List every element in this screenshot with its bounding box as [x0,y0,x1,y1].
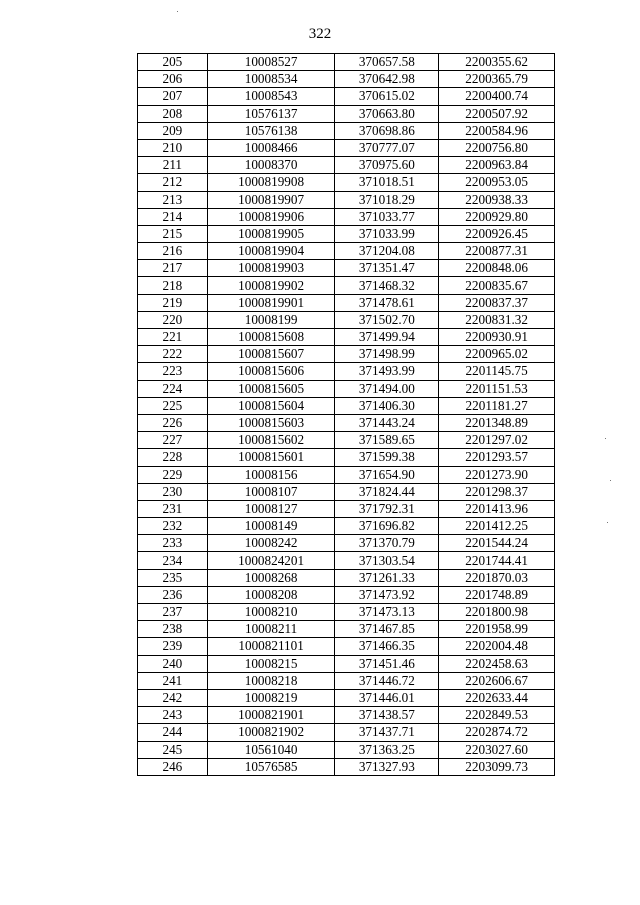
point-id-cell: 10008370 [207,157,335,174]
point-number-cell: 225 [138,397,208,414]
point-number-cell: 223 [138,363,208,380]
x-coordinate-cell: 371443.24 [335,414,439,431]
point-number-cell: 232 [138,518,208,535]
y-coordinate-cell: 2200837.37 [439,294,555,311]
point-number-cell: 220 [138,311,208,328]
y-coordinate-cell: 2200831.32 [439,311,555,328]
table-row [138,449,555,466]
point-id-cell: 1000821902 [207,724,335,741]
y-coordinate-cell: 2200400.74 [439,88,555,105]
table-row [138,122,555,139]
table-row [138,208,555,225]
y-coordinate-cell: 2200507.92 [439,105,555,122]
page-number: 322 [308,26,332,42]
table-row [138,294,555,311]
point-number-cell: 242 [138,689,208,706]
point-number-cell: 214 [138,208,208,225]
table-row [138,88,555,105]
table-row [138,243,555,260]
table-row [138,174,555,191]
point-id-cell: 10008534 [207,71,335,88]
x-coordinate-cell: 371438.57 [335,707,439,724]
table-row [138,586,555,603]
y-coordinate-cell: 2201145.75 [439,363,555,380]
point-number-cell: 241 [138,672,208,689]
x-coordinate-cell: 370698.86 [335,122,439,139]
y-coordinate-cell: 2200877.31 [439,243,555,260]
point-number-cell: 222 [138,346,208,363]
point-number-cell: 211 [138,157,208,174]
point-number-cell: 236 [138,586,208,603]
point-number-cell: 243 [138,707,208,724]
point-number-cell: 216 [138,243,208,260]
x-coordinate-cell: 371303.54 [335,552,439,569]
y-coordinate-cell: 2202633.44 [439,689,555,706]
y-coordinate-cell: 2201544.24 [439,535,555,552]
point-id-cell: 10576138 [207,122,335,139]
x-coordinate-cell: 371370.79 [335,535,439,552]
y-coordinate-cell: 2200930.91 [439,329,555,346]
table-row [138,277,555,294]
point-id-cell: 1000819904 [207,243,335,260]
y-coordinate-cell: 2200835.67 [439,277,555,294]
x-coordinate-cell: 371502.70 [335,311,439,328]
point-id-cell: 1000815606 [207,363,335,380]
point-id-cell: 10008527 [207,54,335,71]
y-coordinate-cell: 2201273.90 [439,466,555,483]
point-id-cell: 10008127 [207,500,335,517]
point-number-cell: 244 [138,724,208,741]
x-coordinate-cell: 371466.35 [335,638,439,655]
table-row [138,604,555,621]
y-coordinate-cell: 2201348.89 [439,414,555,431]
point-number-cell: 212 [138,174,208,191]
x-coordinate-cell: 370615.02 [335,88,439,105]
y-coordinate-cell: 2201744.41 [439,552,555,569]
point-id-cell: 10008210 [207,604,335,621]
point-number-cell: 237 [138,604,208,621]
point-number-cell: 233 [138,535,208,552]
point-number-cell: 221 [138,329,208,346]
point-number-cell: 213 [138,191,208,208]
y-coordinate-cell: 2201800.98 [439,604,555,621]
point-number-cell: 215 [138,225,208,242]
y-coordinate-cell: 2201870.03 [439,569,555,586]
table-row [138,758,555,775]
point-id-cell: 1000815601 [207,449,335,466]
point-id-cell: 10576137 [207,105,335,122]
point-id-cell: 1000819908 [207,174,335,191]
point-number-cell: 228 [138,449,208,466]
table-row [138,54,555,71]
point-id-cell: 10008156 [207,466,335,483]
point-number-cell: 239 [138,638,208,655]
table-row [138,71,555,88]
y-coordinate-cell: 2202606.67 [439,672,555,689]
table-row [138,380,555,397]
point-number-cell: 208 [138,105,208,122]
y-coordinate-cell: 2200926.45 [439,225,555,242]
point-id-cell: 10008219 [207,689,335,706]
x-coordinate-cell: 371467.85 [335,621,439,638]
x-coordinate-cell: 371363.25 [335,741,439,758]
table-row [138,535,555,552]
y-coordinate-cell: 2201298.37 [439,483,555,500]
x-coordinate-cell: 371261.33 [335,569,439,586]
point-number-cell: 227 [138,432,208,449]
point-number-cell: 240 [138,655,208,672]
point-id-cell: 10576585 [207,758,335,775]
x-coordinate-cell: 371493.99 [335,363,439,380]
point-id-cell: 1000819906 [207,208,335,225]
y-coordinate-cell: 2200848.06 [439,260,555,277]
y-coordinate-cell: 2200953.05 [439,174,555,191]
point-id-cell: 10008215 [207,655,335,672]
point-number-cell: 209 [138,122,208,139]
x-coordinate-cell: 371446.01 [335,689,439,706]
table-row [138,311,555,328]
point-id-cell: 1000821101 [207,638,335,655]
table-row [138,225,555,242]
x-coordinate-cell: 370777.07 [335,139,439,156]
x-coordinate-cell: 371018.29 [335,191,439,208]
x-coordinate-cell: 370642.98 [335,71,439,88]
table-row [138,638,555,655]
x-coordinate-cell: 371499.94 [335,329,439,346]
scan-speck [177,11,178,12]
table-row [138,329,555,346]
scan-speck [607,522,608,523]
table-row [138,466,555,483]
point-id-cell: 1000819903 [207,260,335,277]
point-number-cell: 207 [138,88,208,105]
table-row [138,139,555,156]
y-coordinate-cell: 2202849.53 [439,707,555,724]
point-id-cell: 1000819905 [207,225,335,242]
y-coordinate-cell: 2200963.84 [439,157,555,174]
point-id-cell: 10008208 [207,586,335,603]
x-coordinate-cell: 371473.92 [335,586,439,603]
y-coordinate-cell: 2201181.27 [439,397,555,414]
point-id-cell: 1000815607 [207,346,335,363]
x-coordinate-cell: 371468.32 [335,277,439,294]
point-id-cell: 10561040 [207,741,335,758]
table-row [138,414,555,431]
point-id-cell: 10008242 [207,535,335,552]
table-row [138,500,555,517]
y-coordinate-cell: 2201413.96 [439,500,555,517]
table-row [138,483,555,500]
point-id-cell: 1000819902 [207,277,335,294]
x-coordinate-cell: 370663.80 [335,105,439,122]
point-id-cell: 1000815604 [207,397,335,414]
table-row [138,191,555,208]
point-id-cell: 1000815603 [207,414,335,431]
x-coordinate-cell: 371033.77 [335,208,439,225]
table-row [138,105,555,122]
x-coordinate-cell: 371204.08 [335,243,439,260]
y-coordinate-cell: 2201412.25 [439,518,555,535]
point-id-cell: 1000815605 [207,380,335,397]
x-coordinate-cell: 371494.00 [335,380,439,397]
y-coordinate-cell: 2203099.73 [439,758,555,775]
point-number-cell: 246 [138,758,208,775]
point-id-cell: 1000815608 [207,329,335,346]
y-coordinate-cell: 2200355.62 [439,54,555,71]
point-id-cell: 1000824201 [207,552,335,569]
x-coordinate-cell: 371792.31 [335,500,439,517]
table-row [138,621,555,638]
y-coordinate-cell: 2200584.96 [439,122,555,139]
table-row [138,689,555,706]
point-id-cell: 10008107 [207,483,335,500]
point-id-cell: 1000815602 [207,432,335,449]
x-coordinate-cell: 371451.46 [335,655,439,672]
table-row [138,672,555,689]
y-coordinate-cell: 2201293.57 [439,449,555,466]
point-number-cell: 230 [138,483,208,500]
point-number-cell: 234 [138,552,208,569]
table-row [138,552,555,569]
point-number-cell: 231 [138,500,208,517]
table-row [138,260,555,277]
y-coordinate-cell: 2200756.80 [439,139,555,156]
point-id-cell: 10008149 [207,518,335,535]
scan-speck [610,480,611,481]
table-row [138,346,555,363]
y-coordinate-cell: 2202874.72 [439,724,555,741]
table-row [138,741,555,758]
point-number-cell: 217 [138,260,208,277]
point-id-cell: 10008543 [207,88,335,105]
point-id-cell: 10008218 [207,672,335,689]
point-number-cell: 235 [138,569,208,586]
point-id-cell: 1000819907 [207,191,335,208]
point-id-cell: 10008199 [207,311,335,328]
point-number-cell: 205 [138,54,208,71]
point-number-cell: 210 [138,139,208,156]
x-coordinate-cell: 371327.93 [335,758,439,775]
table-row [138,157,555,174]
table-row [138,518,555,535]
x-coordinate-cell: 371654.90 [335,466,439,483]
x-coordinate-cell: 371824.44 [335,483,439,500]
x-coordinate-cell: 371473.13 [335,604,439,621]
y-coordinate-cell: 2200938.33 [439,191,555,208]
table-row [138,397,555,414]
x-coordinate-cell: 371018.51 [335,174,439,191]
point-id-cell: 1000821901 [207,707,335,724]
coordinates-table-body [138,54,555,776]
point-number-cell: 219 [138,294,208,311]
point-number-cell: 238 [138,621,208,638]
table-row [138,655,555,672]
point-number-cell: 218 [138,277,208,294]
y-coordinate-cell: 2201748.89 [439,586,555,603]
table-row [138,724,555,741]
x-coordinate-cell: 371033.99 [335,225,439,242]
x-coordinate-cell: 371406.30 [335,397,439,414]
x-coordinate-cell: 370657.58 [335,54,439,71]
y-coordinate-cell: 2200929.80 [439,208,555,225]
point-id-cell: 10008466 [207,139,335,156]
point-number-cell: 206 [138,71,208,88]
y-coordinate-cell: 2201297.02 [439,432,555,449]
point-number-cell: 229 [138,466,208,483]
table-row [138,569,555,586]
y-coordinate-cell: 2202458.63 [439,655,555,672]
point-number-cell: 245 [138,741,208,758]
y-coordinate-cell: 2201958.99 [439,621,555,638]
point-id-cell: 1000819901 [207,294,335,311]
table-row [138,707,555,724]
coordinates-table [137,53,555,776]
y-coordinate-cell: 2200965.02 [439,346,555,363]
point-number-cell: 226 [138,414,208,431]
x-coordinate-cell: 371498.99 [335,346,439,363]
x-coordinate-cell: 371696.82 [335,518,439,535]
x-coordinate-cell: 371478.61 [335,294,439,311]
x-coordinate-cell: 370975.60 [335,157,439,174]
x-coordinate-cell: 371437.71 [335,724,439,741]
x-coordinate-cell: 371446.72 [335,672,439,689]
table-row [138,363,555,380]
y-coordinate-cell: 2201151.53 [439,380,555,397]
point-id-cell: 10008211 [207,621,335,638]
x-coordinate-cell: 371351.47 [335,260,439,277]
scan-speck [605,438,606,439]
y-coordinate-cell: 2203027.60 [439,741,555,758]
table-row [138,432,555,449]
point-number-cell: 224 [138,380,208,397]
point-id-cell: 10008268 [207,569,335,586]
y-coordinate-cell: 2200365.79 [439,71,555,88]
y-coordinate-cell: 2202004.48 [439,638,555,655]
x-coordinate-cell: 371589.65 [335,432,439,449]
x-coordinate-cell: 371599.38 [335,449,439,466]
